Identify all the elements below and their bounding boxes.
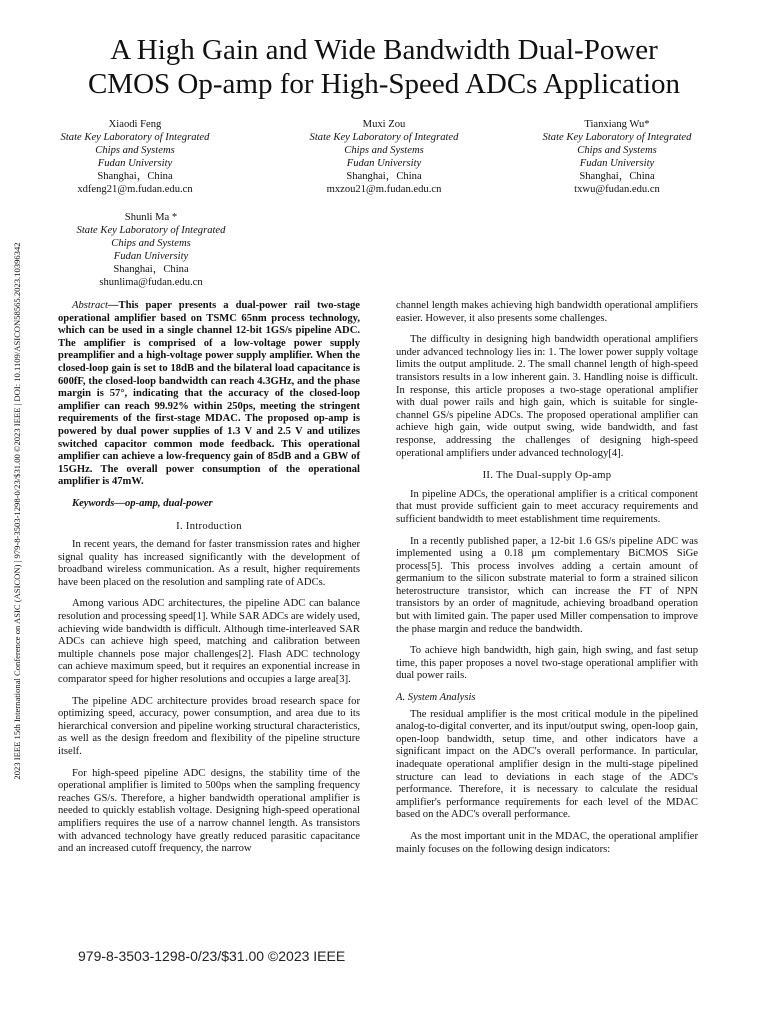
keywords: Keywords—op-amp, dual-power [72,497,213,509]
author-name: Muxi Zou [362,119,406,130]
citation-sidebar-text: 2023 IEEE 15th International Conference on ASIC (ASICON) | 979-8-3503-1298-0/23/$31.00 ©2023 IEEE | DOI: 10.1109/ASICON58565.2023.10396342 [12,242,22,780]
citation-sidebar [10,208,24,814]
paragraph: In pipeline ADCs, the operational amplifier is a critical component that must provide sufficient gain to meet accuracy requirements and sufficient bandwidth to meet establishment time requirements. [396,488,698,525]
author-affiliation: Chips and Systems [577,145,657,156]
abstract-label: Abstract [72,300,108,311]
author-city: Shanghai，China [579,171,655,182]
author-block-1 [30,118,240,196]
title-line-1: A High Gain and Wide Bandwidth Dual-Power [110,34,658,66]
subsection-heading-system-analysis: A. System Analysis [396,692,476,704]
author-affiliation: Chips and Systems [111,238,191,249]
author-name: Tianxiang Wu* [584,119,650,130]
paragraph: The residual amplifier is the most critical module in the pipelined analog-to-digital converter, and its input/output swing, open-loop gain, open-loop bandwidth, setup time, and other indicators have a significant impact on the ADC's overall performance. In particular, inadequate operational amplifier design in the multi-stage pipelined structure can lead to deviations in each stage of the ADC's performance. Therefore, it is necessary to calculate the residual amplifier's performance requirements for each level of the MDAC based on the ADC's overall performance. [396,708,698,821]
left-column [58,300,360,865]
abstract [58,300,360,489]
abstract-body: —This paper presents a dual-power rail two-stage operational amplifier based on TSMC 65nm process technology, which can be used in a single channel 12-bit 1GS/s pipeline ADC. The amplifier is comprised of a low-voltage power supply preamplifier and a high-voltage power supply amplifier. When the closed-loop gain is set to 18dB and the bilateral load capacitance is 600fF, the closed-loop bandwidth can reach 4.3GHz, and the phase margin is 57°, indicating that the accuracy of the closed-loop amplifier can reach 99.92% within 250ps, meeting the stringent requirements of the first-stage MDAC. The proposed op-amp is powered by dual power supplies of 1.3 V and 2.5 V and utilizes switched capacitor common mode feedback. This operational amplifier can achieve a low-frequency gain of 85dB and a GBW of 15GHz. The overall power consumption of the operational amplifier is 47mW. [58,300,360,488]
author-email: xdfeng21@m.fudan.edu.cn [77,184,193,195]
author-affiliation: Chips and Systems [95,145,175,156]
author-name: Shunli Ma * [124,212,178,223]
author-block-3 [512,118,722,196]
copyright-footer: 979-8-3503-1298-0/23/$31.00 ©2023 IEEE [78,948,346,964]
section-heading-introduction: I. Introduction [176,520,242,532]
author-city: Shanghai，China [346,171,422,182]
author-city: Shanghai，China [97,171,173,182]
paragraph: The difficulty in designing high bandwidth operational amplifiers under advanced technology lies in: 1. The lower power supply voltage limits the output amplitude. 2. The small channel length of high-speed transistors results in a low inherent gain. 3. Handling noise is difficult. In response, this article proposes a two-stage operational amplifier with dual power rails and high gain, which is suitable for single-channel GS/s pipeline ADCs. The proposed operational amplifier can achieve high gain, wide output swing, wide bandwidth, and fast response, addressing the challenges of designing high-speed operational amplifiers under advanced technology[4]. [396,334,698,459]
author-affiliation: Fudan University [346,158,422,169]
paragraph: To achieve high bandwidth, high gain, high swing, and fast setup time, this paper proposes a novel two-stage operational amplifier with dual power rails. [396,645,698,682]
right-column [396,300,698,865]
author-name: Xiaodi Feng [108,119,162,130]
author-email: txwu@fudan.edu.cn [574,184,660,195]
author-affiliation: State Key Laboratory of Integrated [60,132,210,143]
paragraph: In a recently published paper, a 12-bit 1.6 GS/s pipeline ADC was implemented using a 0.18 μm complementary BiCMOS SiGe process[5]. This process involves adding a certain amount of germanium to the silicon substrate material to form a strained silicon heterostructure transistor, which can increase the FT of NPN transistors by an order of magnitude, achieving broadband operation but with limited gain. The paper used Miller compensation to improve the phase margin and reduce the bandwidth. [396,535,698,635]
paragraph: As the most important unit in the MDAC, the operational amplifier mainly focuses on the following design indicators: [396,830,698,855]
author-affiliation: State Key Laboratory of Integrated [542,132,692,143]
paragraph: Among various ADC architectures, the pipeline ADC can balance resolution and processing speed[1]. While SAR ADCs are widely used, achieving wide bandwidth is difficult. Although time-interleaved SAR ADCs can achieve high speed, matching and calibration between multiple channels pose major challenges[2]. Flash ADC technology can achieve maximum speed, but it requires an exponential increase in comparator speed for higher resolutions and occupies a large area[3]. [58,598,360,686]
section-heading-dual-supply: II. The Dual-supply Op-amp [482,470,612,482]
author-affiliation: Fudan University [113,251,189,262]
title-line-2: CMOS Op-amp for High-Speed ADCs Application [87,68,681,100]
author-affiliation: State Key Laboratory of Integrated [76,225,226,236]
author-affiliation: State Key Laboratory of Integrated [309,132,459,143]
author-email: mxzou21@m.fudan.edu.cn [326,184,442,195]
author-affiliation: Chips and Systems [344,145,424,156]
paragraph: For high-speed pipeline ADC designs, the stability time of the operational amplifier is limited to 500ps when the sampling frequency reaches GS/s. Therefore, a higher bandwidth operational amplifier is needed to quickly establish voltage. Designing high-speed operational amplifiers requires the use of a narrow channel length. As transistors with advanced technology have greatly reduced parasitic capacitance and an increased cutoff frequency, the narrow [58,767,360,855]
paragraph: The pipeline ADC architecture provides broad research space for optimizing speed, accuracy, power consumption, and area due to its hierarchical conversion and pipeline working structural characteristics, as well as the design freedom and flexibility of the pipeline structure itself. [58,695,360,757]
author-block-2 [279,118,489,196]
paper-title [40,33,728,101]
author-affiliation: Fudan University [97,158,173,169]
author-block-4 [46,211,256,289]
author-affiliation: Fudan University [579,158,655,169]
author-city: Shanghai，China [113,264,189,275]
author-email: shunlima@fudan.edu.cn [99,277,203,288]
paragraph: In recent years, the demand for faster transmission rates and higher signal quality has increased significantly with the development of broadband wireless communication. As a result, higher requirements have been placed on the resolution and sampling rate of ADCs. [58,539,360,588]
paragraph: channel length makes achieving high bandwidth operational amplifiers easier. However, it also presents some challenges. [396,300,698,324]
